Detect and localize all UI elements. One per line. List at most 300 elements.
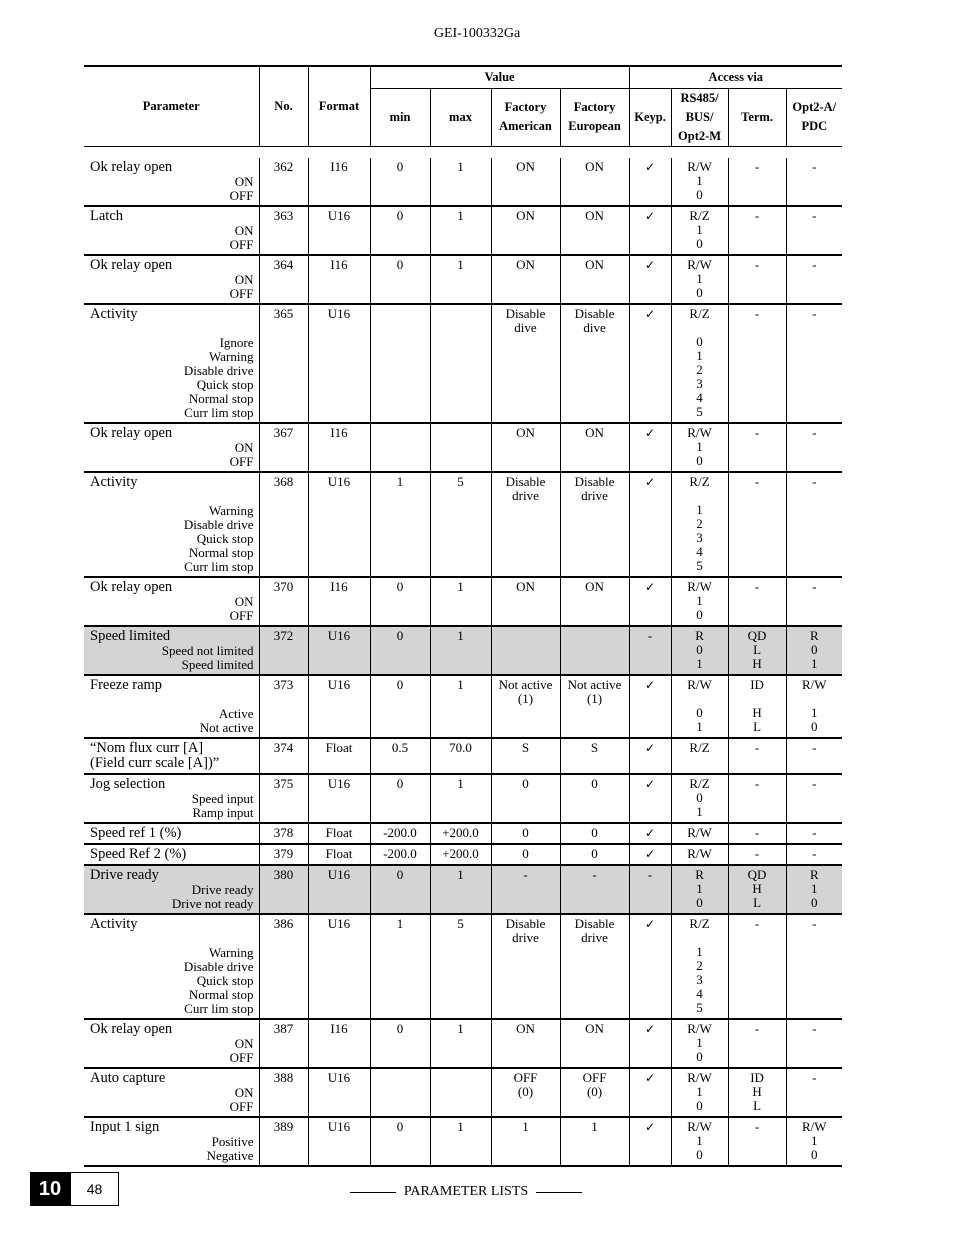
parameter-cell <box>84 158 259 206</box>
parameter-option: OFF <box>229 187 254 203</box>
keypad-check-icon: ✓ <box>629 206 671 255</box>
terminal-access-cell-line: H <box>752 655 762 671</box>
factory-european-cell <box>560 206 629 255</box>
rs485-access-cell-line: 0 <box>696 641 703 657</box>
table-row <box>84 865 842 914</box>
rs485-access-cell-line: 0 <box>696 1097 703 1113</box>
factory-american-cell-line: drive <box>512 929 539 945</box>
keypad-check-icon: ✓ <box>629 774 671 823</box>
format-cell: U16 <box>308 626 370 675</box>
rs485-access-cell-line: 2 <box>696 361 703 377</box>
max-cell: 1 <box>430 1019 491 1068</box>
rs485-access-cell <box>671 865 728 914</box>
factory-european-cell <box>560 914 629 1019</box>
keypad-cell: - <box>629 626 671 675</box>
factory-american-cell-line: Disable <box>505 305 546 321</box>
parameter-option: Normal stop <box>188 544 254 560</box>
header-term: Term. <box>728 88 786 146</box>
terminal-access-cell <box>728 304 786 423</box>
max-cell <box>430 304 491 423</box>
factory-american-cell <box>491 1019 560 1068</box>
opt2a-access-cell <box>786 1019 842 1068</box>
parameter-option: OFF <box>229 1098 254 1114</box>
max-cell: 1 <box>430 158 491 206</box>
parameter-option: Ignore <box>219 334 254 350</box>
rs485-access-cell-line: 3 <box>696 971 703 987</box>
rs485-access-cell-line: 1 <box>696 655 703 671</box>
parameter-cell <box>84 1019 259 1068</box>
parameter-option: OFF <box>229 1049 254 1065</box>
rs485-access-cell-line: 3 <box>696 375 703 391</box>
footer-section-label: PARAMETER LISTS <box>403 1184 529 1199</box>
format-cell: I16 <box>308 423 370 472</box>
rs485-access-cell-line: 1 <box>696 1132 703 1148</box>
factory-american-cell-line: Disable <box>505 915 546 931</box>
factory-european-cell <box>560 577 629 626</box>
format-cell: U16 <box>308 1068 370 1117</box>
table-row <box>84 844 842 865</box>
parameter-cell <box>84 844 259 865</box>
parameter-option: Warning <box>209 502 254 518</box>
format-cell: Float <box>308 738 370 774</box>
parameter-option: ON <box>234 593 254 609</box>
rs485-access-cell-line: 2 <box>696 957 703 973</box>
rs485-access-cell-line: 1 <box>696 943 703 959</box>
factory-european-cell <box>560 675 629 738</box>
chapter-number: 10 <box>30 1172 70 1206</box>
factory-american-cell-line: 0 <box>522 775 529 791</box>
max-cell <box>430 1068 491 1117</box>
terminal-access-cell <box>728 255 786 304</box>
factory-european-cell <box>560 738 629 774</box>
option-spacer <box>90 322 254 336</box>
min-cell: 0 <box>370 255 430 304</box>
table-row <box>84 472 842 577</box>
parameter-option: ON <box>234 439 254 455</box>
rs485-access-cell-line: 0 <box>696 1048 703 1064</box>
opt2a-access-cell-line: - <box>812 305 817 321</box>
parameter-number: 380 <box>259 865 308 914</box>
table-row <box>84 774 842 823</box>
table-row <box>84 577 842 626</box>
page-number: 48 <box>70 1172 119 1206</box>
factory-european-cell-line: ON <box>585 424 604 440</box>
terminal-access-cell-line: L <box>753 718 762 734</box>
factory-european-cell <box>560 423 629 472</box>
parameter-name: “Nom flux curr [A] <box>90 739 204 756</box>
opt2a-access-cell-line: R <box>809 866 819 882</box>
parameter-number: 388 <box>259 1068 308 1117</box>
factory-american-cell <box>491 914 560 1019</box>
max-cell: 1 <box>430 675 491 738</box>
factory-american-cell <box>491 1117 560 1166</box>
factory-european-cell-line: ON <box>585 256 604 272</box>
rs485-access-cell-line: 1 <box>696 803 703 819</box>
format-cell: U16 <box>308 774 370 823</box>
terminal-access-cell-line: - <box>754 207 760 223</box>
factory-european-cell-line: Not active <box>567 676 622 692</box>
rs485-access-cell-line: 1 <box>696 592 703 608</box>
terminal-access-cell-line: - <box>754 158 760 174</box>
opt2a-access-cell <box>786 158 842 206</box>
keypad-check-icon: ✓ <box>629 914 671 1019</box>
parameter-number: 365 <box>259 304 308 423</box>
opt2a-access-cell-line: 0 <box>811 718 818 734</box>
factory-european-cell <box>560 1117 629 1166</box>
option-spacer <box>90 932 254 946</box>
rs485-access-cell-line: 0 <box>696 894 703 910</box>
opt2a-access-cell-line: R <box>809 627 819 643</box>
factory-european-cell <box>560 158 629 206</box>
rs485-access-cell-line: 1 <box>696 172 703 188</box>
factory-american-cell-line: S <box>521 739 530 755</box>
opt2a-access-cell <box>786 823 842 844</box>
rs485-access-cell-line: R/Z <box>689 915 710 931</box>
rs485-access-cell-line: R/Z <box>689 739 710 755</box>
parameter-option: ON <box>234 222 254 238</box>
min-cell: 0 <box>370 577 430 626</box>
header-max: max <box>430 88 491 146</box>
opt2a-access-cell <box>786 1068 842 1117</box>
factory-american-cell-line: dive <box>514 319 537 335</box>
parameter-option: Speed limited <box>181 656 254 672</box>
factory-european-cell-line: ON <box>585 578 604 594</box>
parameter-option: Negative <box>206 1147 254 1163</box>
rs485-access-cell-line: R/Z <box>689 775 710 791</box>
terminal-access-cell-line: - <box>754 305 760 321</box>
option-spacer <box>90 490 254 504</box>
factory-european-cell-line: 0 <box>591 824 598 840</box>
rs485-access-cell <box>671 577 728 626</box>
format-cell: U16 <box>308 914 370 1019</box>
parameter-name: Activity <box>90 915 138 932</box>
factory-american-cell-line: 0 <box>522 824 529 840</box>
max-cell: 5 <box>430 914 491 1019</box>
header-factory-american: Factory American <box>491 88 560 146</box>
factory-american-cell <box>491 206 560 255</box>
rs485-access-cell <box>671 472 728 577</box>
terminal-access-cell-line: - <box>754 1118 760 1134</box>
terminal-access-cell <box>728 774 786 823</box>
table-row <box>84 914 842 1019</box>
terminal-access-cell <box>728 844 786 865</box>
parameter-number: 374 <box>259 738 308 774</box>
min-cell: 0 <box>370 626 430 675</box>
factory-european-cell-line: (1) <box>586 690 603 706</box>
rs485-access-cell-line: 0 <box>696 704 703 720</box>
rs485-access-cell-line: R/W <box>687 1118 712 1134</box>
header-keyp: Keyp. <box>629 88 671 146</box>
rs485-access-cell-line: R/W <box>687 1069 712 1085</box>
terminal-access-cell-line: - <box>754 473 760 489</box>
header-value: Value <box>370 66 629 88</box>
parameter-option: ON <box>234 173 254 189</box>
terminal-access-cell-line: H <box>752 880 762 896</box>
factory-european-cell-line: 0 <box>591 775 598 791</box>
rs485-access-cell <box>671 626 728 675</box>
rs485-access-cell-line: R/Z <box>689 305 710 321</box>
terminal-access-cell <box>728 865 786 914</box>
factory-european-cell <box>560 304 629 423</box>
parameter-number: 368 <box>259 472 308 577</box>
parameter-name-continued: (Field curr scale [A])” <box>90 754 220 771</box>
factory-european-cell-line: 1 <box>591 1118 598 1134</box>
opt2a-access-cell-line: 0 <box>811 894 818 910</box>
header-rs485-bus-opt2m: RS485/ BUS/ Opt2-M <box>671 88 728 146</box>
parameter-cell <box>84 823 259 844</box>
parameter-cell <box>84 304 259 423</box>
factory-european-cell-line: dive <box>583 319 606 335</box>
opt2a-access-cell-line: - <box>812 915 817 931</box>
parameter-number: 370 <box>259 577 308 626</box>
rs485-access-cell-line: R/W <box>687 158 712 174</box>
footer-rule-right <box>536 1192 582 1193</box>
parameter-option: OFF <box>229 453 254 469</box>
table-row <box>84 304 842 423</box>
max-cell: 1 <box>430 774 491 823</box>
opt2a-access-cell-line: - <box>812 207 817 223</box>
rs485-access-cell-line: R/W <box>687 845 712 861</box>
rs485-access-cell-line: 1 <box>696 880 703 896</box>
factory-european-cell-line: drive <box>581 487 608 503</box>
format-cell: I16 <box>308 158 370 206</box>
parameter-cell <box>84 865 259 914</box>
parameter-option: Ramp input <box>192 804 254 820</box>
parameter-name: Ok relay open <box>90 1020 173 1037</box>
opt2a-access-cell-line: - <box>812 739 817 755</box>
factory-european-cell-line: ON <box>585 207 604 223</box>
parameter-number: 362 <box>259 158 308 206</box>
terminal-access-cell-line: - <box>754 424 760 440</box>
table-row <box>84 626 842 675</box>
opt2a-access-cell <box>786 738 842 774</box>
parameter-cell <box>84 1068 259 1117</box>
terminal-access-cell-line: QD <box>747 866 767 882</box>
parameter-cell <box>84 626 259 675</box>
terminal-access-cell-line: - <box>754 824 760 840</box>
rs485-access-cell <box>671 304 728 423</box>
parameter-cell <box>84 577 259 626</box>
opt2a-access-cell-line: - <box>812 424 817 440</box>
rs485-access-cell <box>671 774 728 823</box>
opt2a-access-cell <box>786 255 842 304</box>
terminal-access-cell-line: L <box>753 894 762 910</box>
table-row <box>84 158 842 206</box>
rs485-access-cell-line: 4 <box>696 985 703 1001</box>
rs485-access-cell-line: 0 <box>696 235 703 251</box>
table-row <box>84 255 842 304</box>
max-cell <box>430 423 491 472</box>
factory-american-cell <box>491 823 560 844</box>
parameter-cell <box>84 423 259 472</box>
rs485-access-cell-line: 0 <box>696 606 703 622</box>
rs485-access-cell-line: 0 <box>696 333 703 349</box>
opt2a-access-cell-line: 1 <box>811 1132 818 1148</box>
factory-european-cell <box>560 255 629 304</box>
rs485-access-cell-line: 2 <box>696 515 703 531</box>
parameter-option: Warning <box>209 944 254 960</box>
factory-american-cell <box>491 626 560 675</box>
factory-american-cell-line <box>494 629 558 643</box>
factory-american-cell <box>491 1068 560 1117</box>
factory-american-cell-line: ON <box>516 578 535 594</box>
header-factory-european: Factory European <box>560 88 629 146</box>
table-row <box>84 1068 842 1117</box>
opt2a-access-cell <box>786 577 842 626</box>
terminal-access-cell-line: - <box>754 1020 760 1036</box>
rs485-access-cell <box>671 1117 728 1166</box>
parameter-option: OFF <box>229 607 254 623</box>
factory-american-cell-line: ON <box>516 158 535 174</box>
factory-european-cell-line: drive <box>581 929 608 945</box>
keypad-check-icon: ✓ <box>629 255 671 304</box>
rs485-access-cell <box>671 738 728 774</box>
parameter-name: Speed Ref 2 (%) <box>90 845 187 862</box>
keypad-check-icon: ✓ <box>629 1068 671 1117</box>
factory-european-cell <box>560 1068 629 1117</box>
rs485-access-cell-line: 0 <box>696 1146 703 1162</box>
parameter-name: Ok relay open <box>90 424 173 441</box>
factory-european-cell-line: 0 <box>591 845 598 861</box>
keypad-check-icon: ✓ <box>629 304 671 423</box>
parameter-option: Disable drive <box>183 958 254 974</box>
factory-american-cell-line: Not active <box>498 676 553 692</box>
factory-european-cell <box>560 626 629 675</box>
rs485-access-cell-line: 1 <box>696 718 703 734</box>
rs485-access-cell-line: R/Z <box>689 207 710 223</box>
rs485-access-cell-line: R/Z <box>689 473 710 489</box>
rs485-access-cell-line: 3 <box>696 529 703 545</box>
format-cell: U16 <box>308 304 370 423</box>
terminal-access-cell-line: L <box>753 1097 762 1113</box>
opt2a-access-cell <box>786 844 842 865</box>
max-cell: 1 <box>430 865 491 914</box>
parameter-option: Quick stop <box>196 972 254 988</box>
keypad-check-icon: ✓ <box>629 1019 671 1068</box>
factory-european-cell-line: ON <box>585 158 604 174</box>
rs485-access-cell-line: 5 <box>696 403 703 419</box>
factory-european-cell-line: ON <box>585 1020 604 1036</box>
parameter-name: Activity <box>90 473 138 490</box>
terminal-access-cell <box>728 626 786 675</box>
parameter-name: Drive ready <box>90 866 159 883</box>
parameter-number: 364 <box>259 255 308 304</box>
table-row <box>84 423 842 472</box>
parameter-table <box>84 65 842 1167</box>
rs485-access-cell-line <box>674 931 726 945</box>
factory-european-cell-line: OFF <box>582 1069 607 1085</box>
min-cell: 0 <box>370 1117 430 1166</box>
footer-rule-left <box>350 1192 396 1193</box>
opt2a-access-cell <box>786 1117 842 1166</box>
option-spacer <box>90 693 254 707</box>
min-cell: 1 <box>370 914 430 1019</box>
parameter-option: ON <box>234 1084 254 1100</box>
opt2a-access-cell <box>786 472 842 577</box>
terminal-access-cell <box>728 914 786 1019</box>
document-id: GEI-100332Ga <box>433 26 521 41</box>
opt2a-access-cell-line: 0 <box>811 1146 818 1162</box>
rs485-access-cell-line: 0 <box>696 284 703 300</box>
table-row <box>84 823 842 844</box>
opt2a-access-cell-line: - <box>812 256 817 272</box>
parameter-option: Speed not limited <box>161 642 254 658</box>
opt2a-access-cell <box>786 304 842 423</box>
factory-american-cell-line: Disable <box>505 473 546 489</box>
header-min: min <box>370 88 430 146</box>
min-cell <box>370 304 430 423</box>
rs485-access-cell <box>671 1068 728 1117</box>
terminal-access-cell-line: - <box>754 845 760 861</box>
parameter-name: Latch <box>90 207 124 224</box>
factory-american-cell-line: 1 <box>522 1118 529 1134</box>
min-cell: 0 <box>370 158 430 206</box>
table-row <box>84 738 842 774</box>
terminal-access-cell <box>728 1117 786 1166</box>
rs485-access-cell-line: R/W <box>687 256 712 272</box>
factory-american-cell <box>491 255 560 304</box>
min-cell: 1 <box>370 472 430 577</box>
factory-american-cell-line: - <box>523 866 528 882</box>
min-cell: 0 <box>370 774 430 823</box>
factory-american-cell <box>491 865 560 914</box>
opt2a-access-cell <box>786 865 842 914</box>
rs485-access-cell-line: R/W <box>687 1020 712 1036</box>
parameter-number: 375 <box>259 774 308 823</box>
terminal-access-cell-line: H <box>752 1083 762 1099</box>
factory-american-cell-line: ON <box>516 207 535 223</box>
opt2a-access-cell-line: - <box>812 775 817 791</box>
factory-american-cell-line: ON <box>516 1020 535 1036</box>
factory-european-cell-line: Disable <box>574 915 615 931</box>
terminal-access-cell-line: QD <box>747 627 767 643</box>
parameter-name: Ok relay open <box>90 158 173 175</box>
rs485-access-cell-line: 1 <box>696 1034 703 1050</box>
terminal-access-cell <box>728 577 786 626</box>
opt2a-access-cell-line: 1 <box>811 704 818 720</box>
terminal-access-cell <box>728 1019 786 1068</box>
opt2a-access-cell-line: - <box>812 158 817 174</box>
factory-european-cell <box>560 823 629 844</box>
parameter-option: Quick stop <box>196 530 254 546</box>
factory-american-cell <box>491 423 560 472</box>
rs485-access-cell-line: 5 <box>696 557 703 573</box>
max-cell: 5 <box>430 472 491 577</box>
rs485-access-cell-line: R <box>695 866 704 882</box>
terminal-access-cell-line: L <box>753 641 762 657</box>
opt2a-access-cell <box>786 423 842 472</box>
max-cell: 1 <box>430 206 491 255</box>
rs485-access-cell <box>671 423 728 472</box>
factory-european-cell <box>560 844 629 865</box>
parameter-option: Curr lim stop <box>184 558 254 574</box>
header-parameter: Parameter <box>84 66 259 146</box>
format-cell: U16 <box>308 1117 370 1166</box>
parameter-cell <box>84 738 259 774</box>
max-cell: 70.0 <box>430 738 491 774</box>
opt2a-access-cell <box>786 774 842 823</box>
min-cell: 0.5 <box>370 738 430 774</box>
opt2a-access-cell-line: - <box>812 1020 817 1036</box>
rs485-access-cell <box>671 675 728 738</box>
parameter-option: Quick stop <box>196 376 254 392</box>
min-cell: -200.0 <box>370 823 430 844</box>
rs485-access-cell-line: R/W <box>687 824 712 840</box>
format-cell: U16 <box>308 675 370 738</box>
parameter-option: Normal stop <box>188 986 254 1002</box>
format-cell: I16 <box>308 255 370 304</box>
parameter-number: 387 <box>259 1019 308 1068</box>
